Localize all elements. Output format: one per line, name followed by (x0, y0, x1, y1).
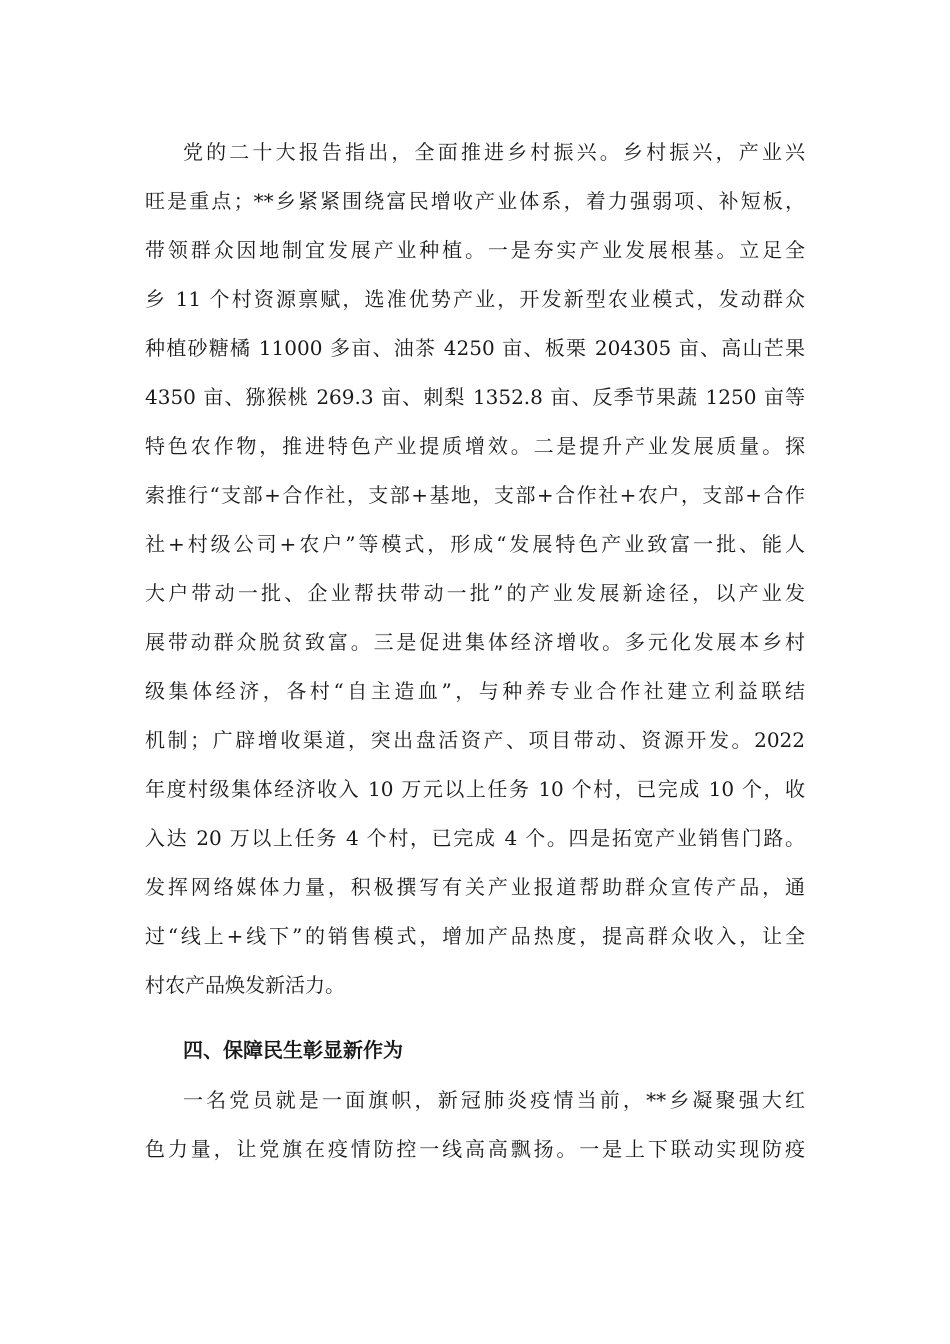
paragraph-line: 过“线上+线下”的销售模式，增加产品热度，提高群众收入，让全 (145, 924, 805, 948)
paragraph-line: 旺是重点；**乡紧紧围绕富民增收产业体系，着力强弱项、补短板， (145, 189, 805, 213)
paragraph-line: 一名党员就是一面旗帜，新冠肺炎疫情当前，**乡凝聚强大红 (183, 1088, 805, 1112)
paragraph-line: 党的二十大报告指出，全面推进乡村振兴。乡村振兴，产业兴 (183, 140, 805, 164)
paragraph-line: 发挥网络媒体力量，积极撰写有关产业报道帮助群众宣传产品，通 (145, 875, 805, 899)
paragraph-line: 大户带动一批、企业帮扶带动一批”的产业发展新途径，以产业发 (145, 581, 805, 605)
paragraph-line: 色力量，让党旗在疫情防控一线高高飘扬。一是上下联动实现防疫 (145, 1137, 805, 1161)
paragraph-line: 社+村级公司+农户”等模式，形成“发展特色产业致富一批、能人 (145, 532, 805, 556)
paragraph-line: 乡 11 个村资源禀赋，选准优势产业，开发新型农业模式，发动群众 (145, 287, 805, 311)
paragraph-line: 带领群众因地制宜发展产业种植。一是夯实产业发展根基。立足全 (145, 238, 805, 262)
paragraph-line: 年度村级集体经济收入 10 万元以上任务 10 个村，已完成 10 个，收 (145, 777, 805, 801)
paragraph-line: 机制；广辟增收渠道，突出盘活资产、项目带动、资源开发。2022 (145, 728, 805, 752)
paragraph-line: 4350 亩、猕猴桃 269.3 亩、刺梨 1352.8 亩、反季节果蔬 1250 亩等 (145, 385, 805, 409)
paragraph-line: 级集体经济，各村“自主造血”，与种养专业合作社建立利益联结 (145, 679, 805, 703)
paragraph-line: 展带动群众脱贫致富。三是促进集体经济增收。多元化发展本乡村 (145, 630, 805, 654)
paragraph-line: 索推行“支部+合作社，支部+基地，支部+合作社+农户，支部+合作 (145, 483, 805, 507)
paragraph-line: 种植砂糖橘 11000 多亩、油茶 4250 亩、板栗 204305 亩、高山芒果 (145, 336, 805, 360)
heading-text: 四、保障民生彰显新作为 (183, 1038, 403, 1062)
paragraph-line: 特色农作物，推进特色产业提质增效。二是提升产业发展质量。探 (145, 434, 805, 458)
paragraph-line: 村农产品焕发新活力。 (145, 973, 345, 997)
paragraph-line: 入达 20 万以上任务 4 个村，已完成 4 个。四是拓宽产业销售门路。 (145, 826, 805, 850)
